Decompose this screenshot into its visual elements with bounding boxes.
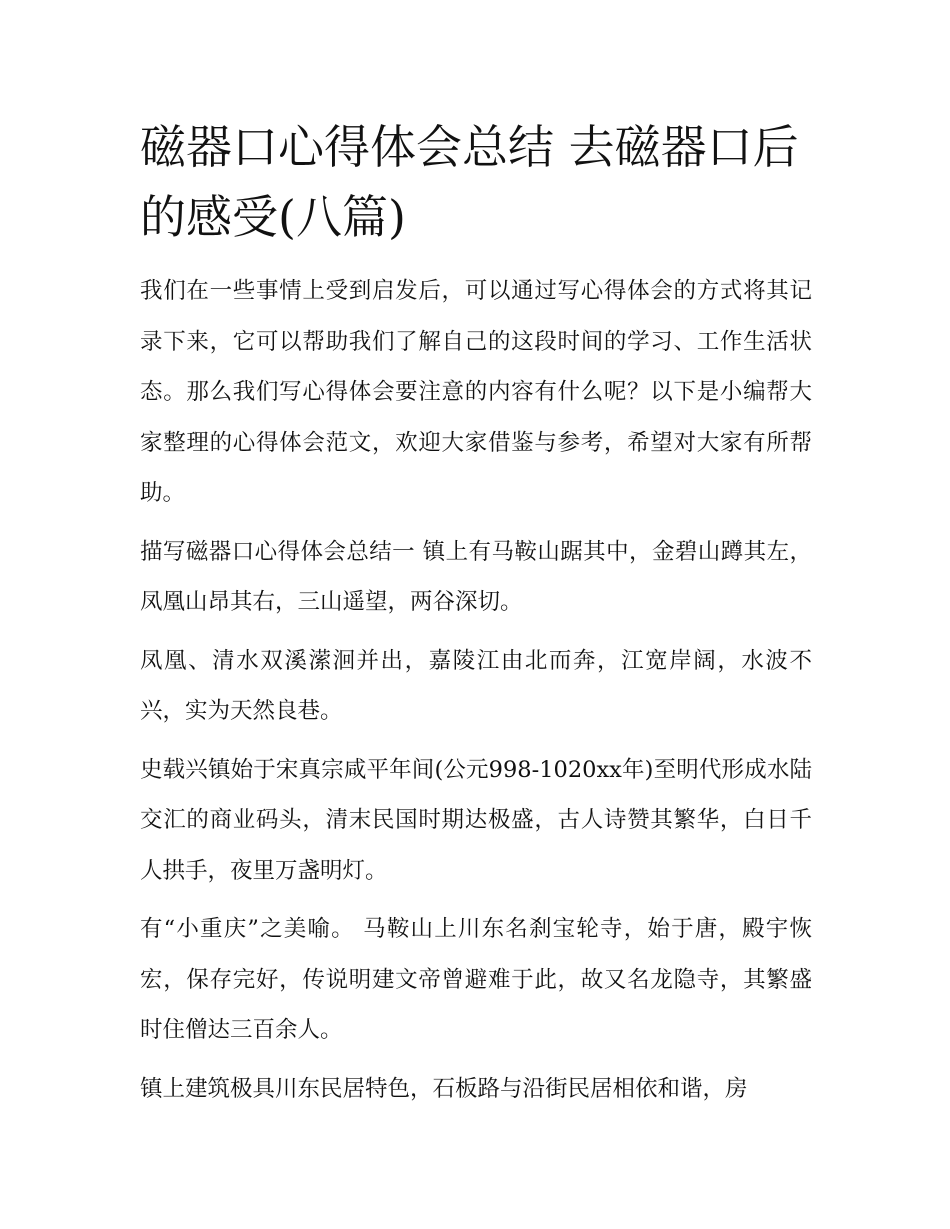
document-body [140, 112, 812, 1122]
body-paragraph: 史载兴镇始于宋真宗咸平年间(公元998-1020xx年)至明代形成水陆交汇的商业码头，清末民国时期达极盛，古人诗赞其繁华，白日千人拱手，夜里万盏明灯。 [140, 756, 812, 884]
body-paragraph: 描写磁器口心得体会总结一 镇上有马鞍山踞其中，金碧山蹲其左，凤凰山昂其右，三山遥望，两谷深切。 [140, 538, 812, 615]
intro-paragraph: 我们在一些事情上受到启发后，可以通过写心得体会的方式将其记录下来，它可以帮助我们了解自己的这段时间的学习、工作生活状态。那么我们写心得体会要注意的内容有什么呢？以下是小编帮大家整理的心得体会范文，欢迎大家借鉴与参考，希望对大家有所帮助。 [140, 278, 812, 506]
document-title: 磁器口心得体会总结 去磁器口后的感受(八篇) [140, 120, 799, 244]
body-paragraph: 镇上建筑极具川东民居特色，石板路与沿街民居相依和谐，房 [140, 1075, 748, 1102]
body-paragraph: 有“小重庆”之美喻。 马鞍山上川东名刹宝轮寺，始于唐，殿宇恢宏，保存完好，传说明建文帝曾避难于此，故又名龙隐寺，其繁盛时住僧达三百余人。 [140, 916, 812, 1043]
body-paragraph: 凤凰、清水双溪潆洄并出，嘉陵江由北而奔，江宽岸阔，水波不兴，实为天然良巷。 [140, 647, 812, 724]
